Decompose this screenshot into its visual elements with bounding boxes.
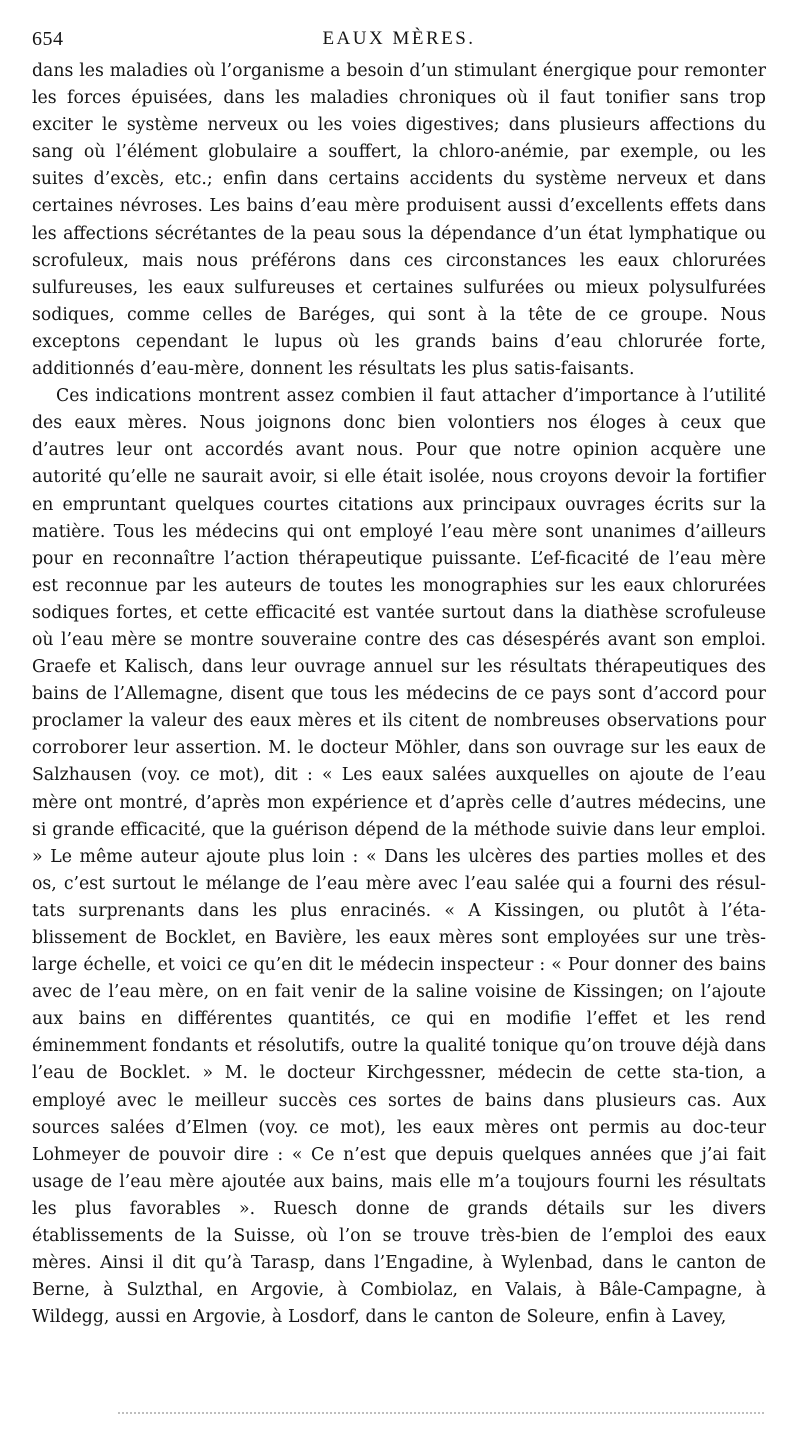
running-head xyxy=(32,24,766,58)
book-page xyxy=(32,24,766,1331)
running-title: EAUX MÈRES. xyxy=(322,28,476,49)
page-number: 654 xyxy=(32,28,64,50)
paragraph-continued: dans les maladies où l’organisme a besoin d’un stimulant énergique pour remonter les forces épuisées, dans les maladies chroniques où il faut tonifier sans trop exciter le système nerveux ou les voies digestives; dans plusieurs affections du sang où l’élément globulaire a souffert, la chloro-anémie, par exemple, ou les suites d’excès, etc.; enfin dans certains accidents du système nerveux et dans certaines névroses. Les bains d’eau mère produisent aussi d’excellents effets dans les affections sécrétantes de la peau sous la dépendance d’un état lymphatique ou scrofuleux, mais nous préférons dans ces circonstances les eaux chlorurées sulfureuses, les eaux sulfureuses et certaines sulfurées ou mieux polysulfurées sodiques, comme celles de Baréges, qui sont à la tête de ce groupe. Nous exceptons cependant le lupus où les grands bains d’eau chlorurée forte, additionnés d’eau-mère, donnent les résultats les plus satis-faisants. xyxy=(32,61,766,380)
bottom-bleed-rule xyxy=(118,1412,764,1414)
paragraph-indications: Ces indications montrent assez combien il faut attacher d’importance à l’utilité des eaux mères. Nous joignons donc bien volontiers nos éloges à ceux que d’autres leur ont accordés avant nous. Pour que notre opinion acquère une autorité qu’elle ne saurait avoir, si elle était isolée, nous croyons devoir la fortifier en empruntant quelques courtes citations aux principaux ouvrages écrits sur la matière. Tous les médecins qui ont employé l’eau mère sont unanimes d’ailleurs pour en reconnaître l’action thérapeutique puissante. L’ef-ficacité de l’eau mère est reconnue par les auteurs de toutes les monographies sur les eaux chlorurées sodiques fortes, et cette efficacité est vantée surtout dans la diathèse scrofuleuse où l’eau mère se montre souveraine contre des cas désespérés avant son emploi. Graefe et Kalisch, dans leur ouvrage annuel sur les résultats thérapeutiques des bains de l’Allemagne, disent que tous les médecins de ce pays sont d’accord pour proclamer la valeur des eaux mères et ils citent de nombreuses observations pour corroborer leur assertion. M. le docteur Möhler, dans son ouvrage sur les eaux de Salzhausen (voy. ce mot), dit : « Les eaux salées auxquelles on ajoute de l’eau mère ont montré, d’après mon expérience et d’après celle d’autres médecins, une si grande efficacité, que la guérison dépend de la méthode suivie dans leur emploi. » Le même auteur ajoute plus loin : « Dans les ulcères des parties molles et des os, c’est surtout le mélange de l’eau mère avec l’eau salée qui a fourni des résul-tats surprenants dans les plus enracinés. « A Kissingen, ou plutôt à l’éta-blissement de Bocklet, en Bavière, les eaux mères sont employées sur une très-large échelle, et voici ce qu’en dit le médecin inspecteur : « Pour donner des bains avec de l’eau mère, on en fait venir de la saline voisine de Kissingen; on l’ajoute aux bains en différentes quantités, ce qui en modifie l’effet et les rend éminemment fondants et résolutifs, outre la qualité tonique qu’on trouve déjà dans l’eau de Bocklet. » M. le docteur Kirchgessner, médecin de cette sta-tion, a employé avec le meilleur succès ces sortes de bains dans plusieurs cas. Aux sources salées d’Elmen (voy. ce mot), les eaux mères ont permis au doc-teur Lohmeyer de pouvoir dire : « Ce n’est que depuis quelques années que j’ai fait usage de l’eau mère ajoutée aux bains, mais elle m’a toujours fourni les résultats les plus favorables ». Ruesch donne de grands détails sur les divers établissements de la Suisse, où l’on se trouve très-bien de l’emploi des eaux mères. Ainsi il dit qu’à Tarasp, dans l’Engadine, à Wylenbad, dans le canton de Berne, à Sulzthal, en Argovie, à Combiolaz, en Valais, à Bâle-Campagne, à Wildegg, aussi en Argovie, à Losdorf, dans le canton de Soleure, enfin à Lavey, xyxy=(32,386,766,1328)
